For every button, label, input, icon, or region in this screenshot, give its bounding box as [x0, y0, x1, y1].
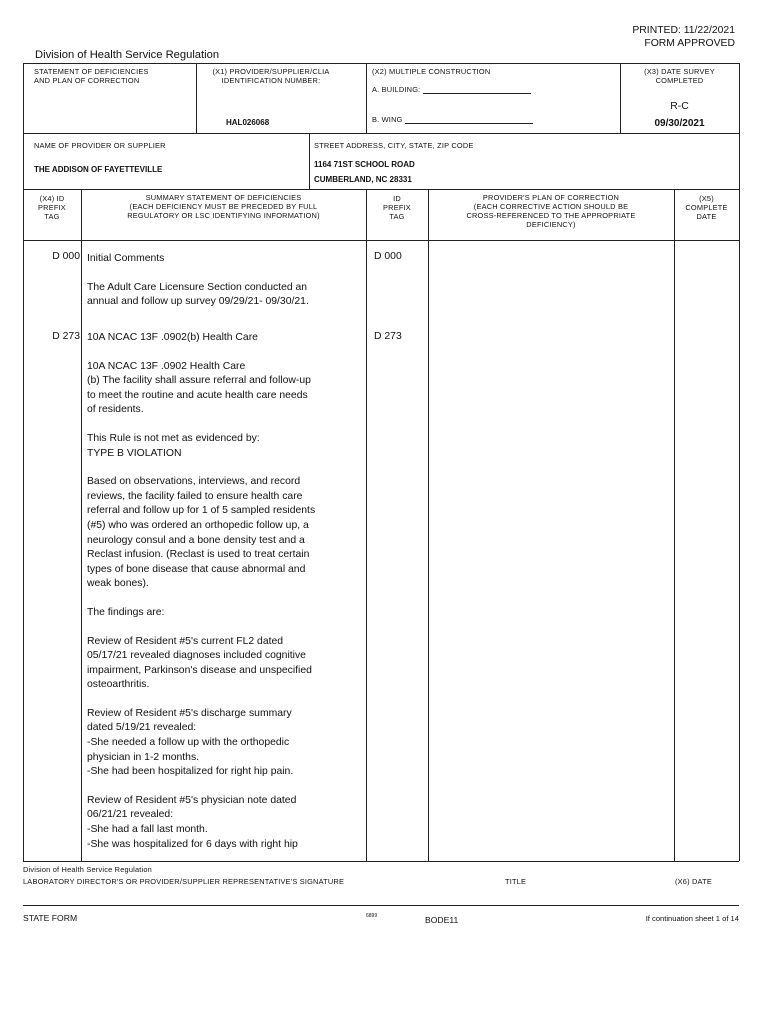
paragraph: The findings are:: [87, 606, 165, 618]
col-x4-header: (X4) ID PREFIX TAG: [38, 194, 66, 221]
entry-id-tag: D 000: [374, 251, 402, 262]
paragraph: Review of Resident #5's current FL2 dated 05/17/21 revealed diagnoses included cognitive impairment, Parkinson's disease and unspecified osteoarthritis.: [87, 635, 312, 691]
continuation-sheet: If continuation sheet 1 of 14: [645, 914, 739, 923]
entry-tag: D 273: [52, 331, 80, 342]
form-approved: FORM APPROVED: [644, 38, 735, 49]
paragraph: This Rule is not met as evidenced by: TYPE B VIOLATION: [87, 432, 260, 459]
x3-date: 09/30/2021: [654, 118, 705, 129]
x1-label: (X1) PROVIDER/SUPPLIER/CLIA IDENTIFICATION NUMBER:: [212, 67, 330, 85]
x2-label: (X2) MULTIPLE CONSTRUCTION: [372, 67, 491, 76]
entry-id-tag: D 273: [374, 331, 402, 342]
building-label: A. BUILDING:: [372, 85, 421, 94]
paragraph: Initial Comments: [87, 253, 165, 264]
statement-label: STATEMENT OF DEFICIENCIES AND PLAN OF CORRECTION: [34, 67, 149, 85]
state-form-label: STATE FORM: [23, 913, 78, 923]
provider-id: HAL026068: [226, 118, 270, 127]
footer-division: Division of Health Service Regulation: [23, 865, 152, 874]
paragraph: 10A NCAC 13F .0902 Health Care (b) The facility shall assure referral and follow-up to meet the routine and acute health care needs of residents.: [87, 360, 311, 416]
entry-d000-text: [87, 252, 363, 310]
entry-tag: D 000: [52, 251, 80, 262]
provider-name: THE ADDISON OF FAYETTEVILLE: [34, 165, 163, 174]
form-code: 6899: [366, 913, 378, 919]
wing-field: [372, 115, 533, 124]
building-field: [372, 85, 531, 94]
wing-blank: [405, 115, 533, 124]
printed-date: PRINTED: 11/22/2021: [632, 25, 735, 36]
col-plan-header: PROVIDER'S PLAN OF CORRECTION (EACH CORRECTIVE ACTION SHOULD BE CROSS-REFERENCED TO THE APPROPRIATE DEFICIENCY): [466, 193, 636, 229]
entry-d273-text: [87, 331, 363, 852]
address-line-1: 1164 71ST SCHOOL ROAD: [314, 160, 415, 169]
paragraph: The Adult Care Licensure Section conducted an annual and follow up survey 09/29/21- 09/30/21.: [87, 281, 309, 308]
paragraph: 10A NCAC 13F .0902(b) Health Care: [87, 332, 258, 343]
paragraph: Review of Resident #5's physician note dated 06/21/21 revealed: -She had a fall last month. -She was hospitalized for 6 days with right hip: [87, 794, 298, 850]
building-blank: [423, 85, 531, 94]
event-id: BODE11: [425, 915, 459, 925]
title-label: TITLE: [505, 877, 527, 886]
x6-date-label: (X6) DATE: [675, 877, 712, 886]
paragraph: Based on observations, interviews, and record reviews, the facility failed to ensure health care referral and follow up for 1 of 5 sampled residents (#5) who was ordered an orthopedic follow up, a neurology consul and a bone density test and a Reclast infusion. (Reclast is used to treat certain types of bone disease that cause abnormal and weak bones).: [87, 476, 316, 590]
col-id-prefix-header: ID PREFIX TAG: [383, 194, 411, 221]
col-summary-header: SUMMARY STATEMENT OF DEFICIENCIES (EACH DEFICIENCY MUST BE PRECEDED BY FULL REGULATORY OR LSC IDENTIFYING INFORMATION): [127, 193, 320, 220]
address-label: STREET ADDRESS, CITY, STATE, ZIP CODE: [314, 141, 474, 150]
x3-label: (X3) DATE SURVEY COMPLETED: [644, 67, 715, 85]
paragraph: Review of Resident #5's discharge summary dated 5/19/21 revealed: -She needed a follow up with the orthopedic physician in 1-2 months. -She had been hospitalized for right hip pain.: [87, 707, 294, 778]
provider-name-label: NAME OF PROVIDER OR SUPPLIER: [34, 141, 166, 150]
address-line-2: CUMBERLAND, NC 28331: [314, 175, 412, 184]
division-title: Division of Health Service Regulation: [35, 49, 220, 61]
address-block: [314, 157, 415, 187]
x3-rc: R-C: [670, 101, 689, 112]
col-x5-header: (X5) COMPLETE DATE: [685, 194, 728, 221]
signature-label: LABORATORY DIRECTOR'S OR PROVIDER/SUPPLIER REPRESENTATIVE'S SIGNATURE: [23, 877, 345, 886]
wing-label: B. WING: [372, 115, 403, 124]
